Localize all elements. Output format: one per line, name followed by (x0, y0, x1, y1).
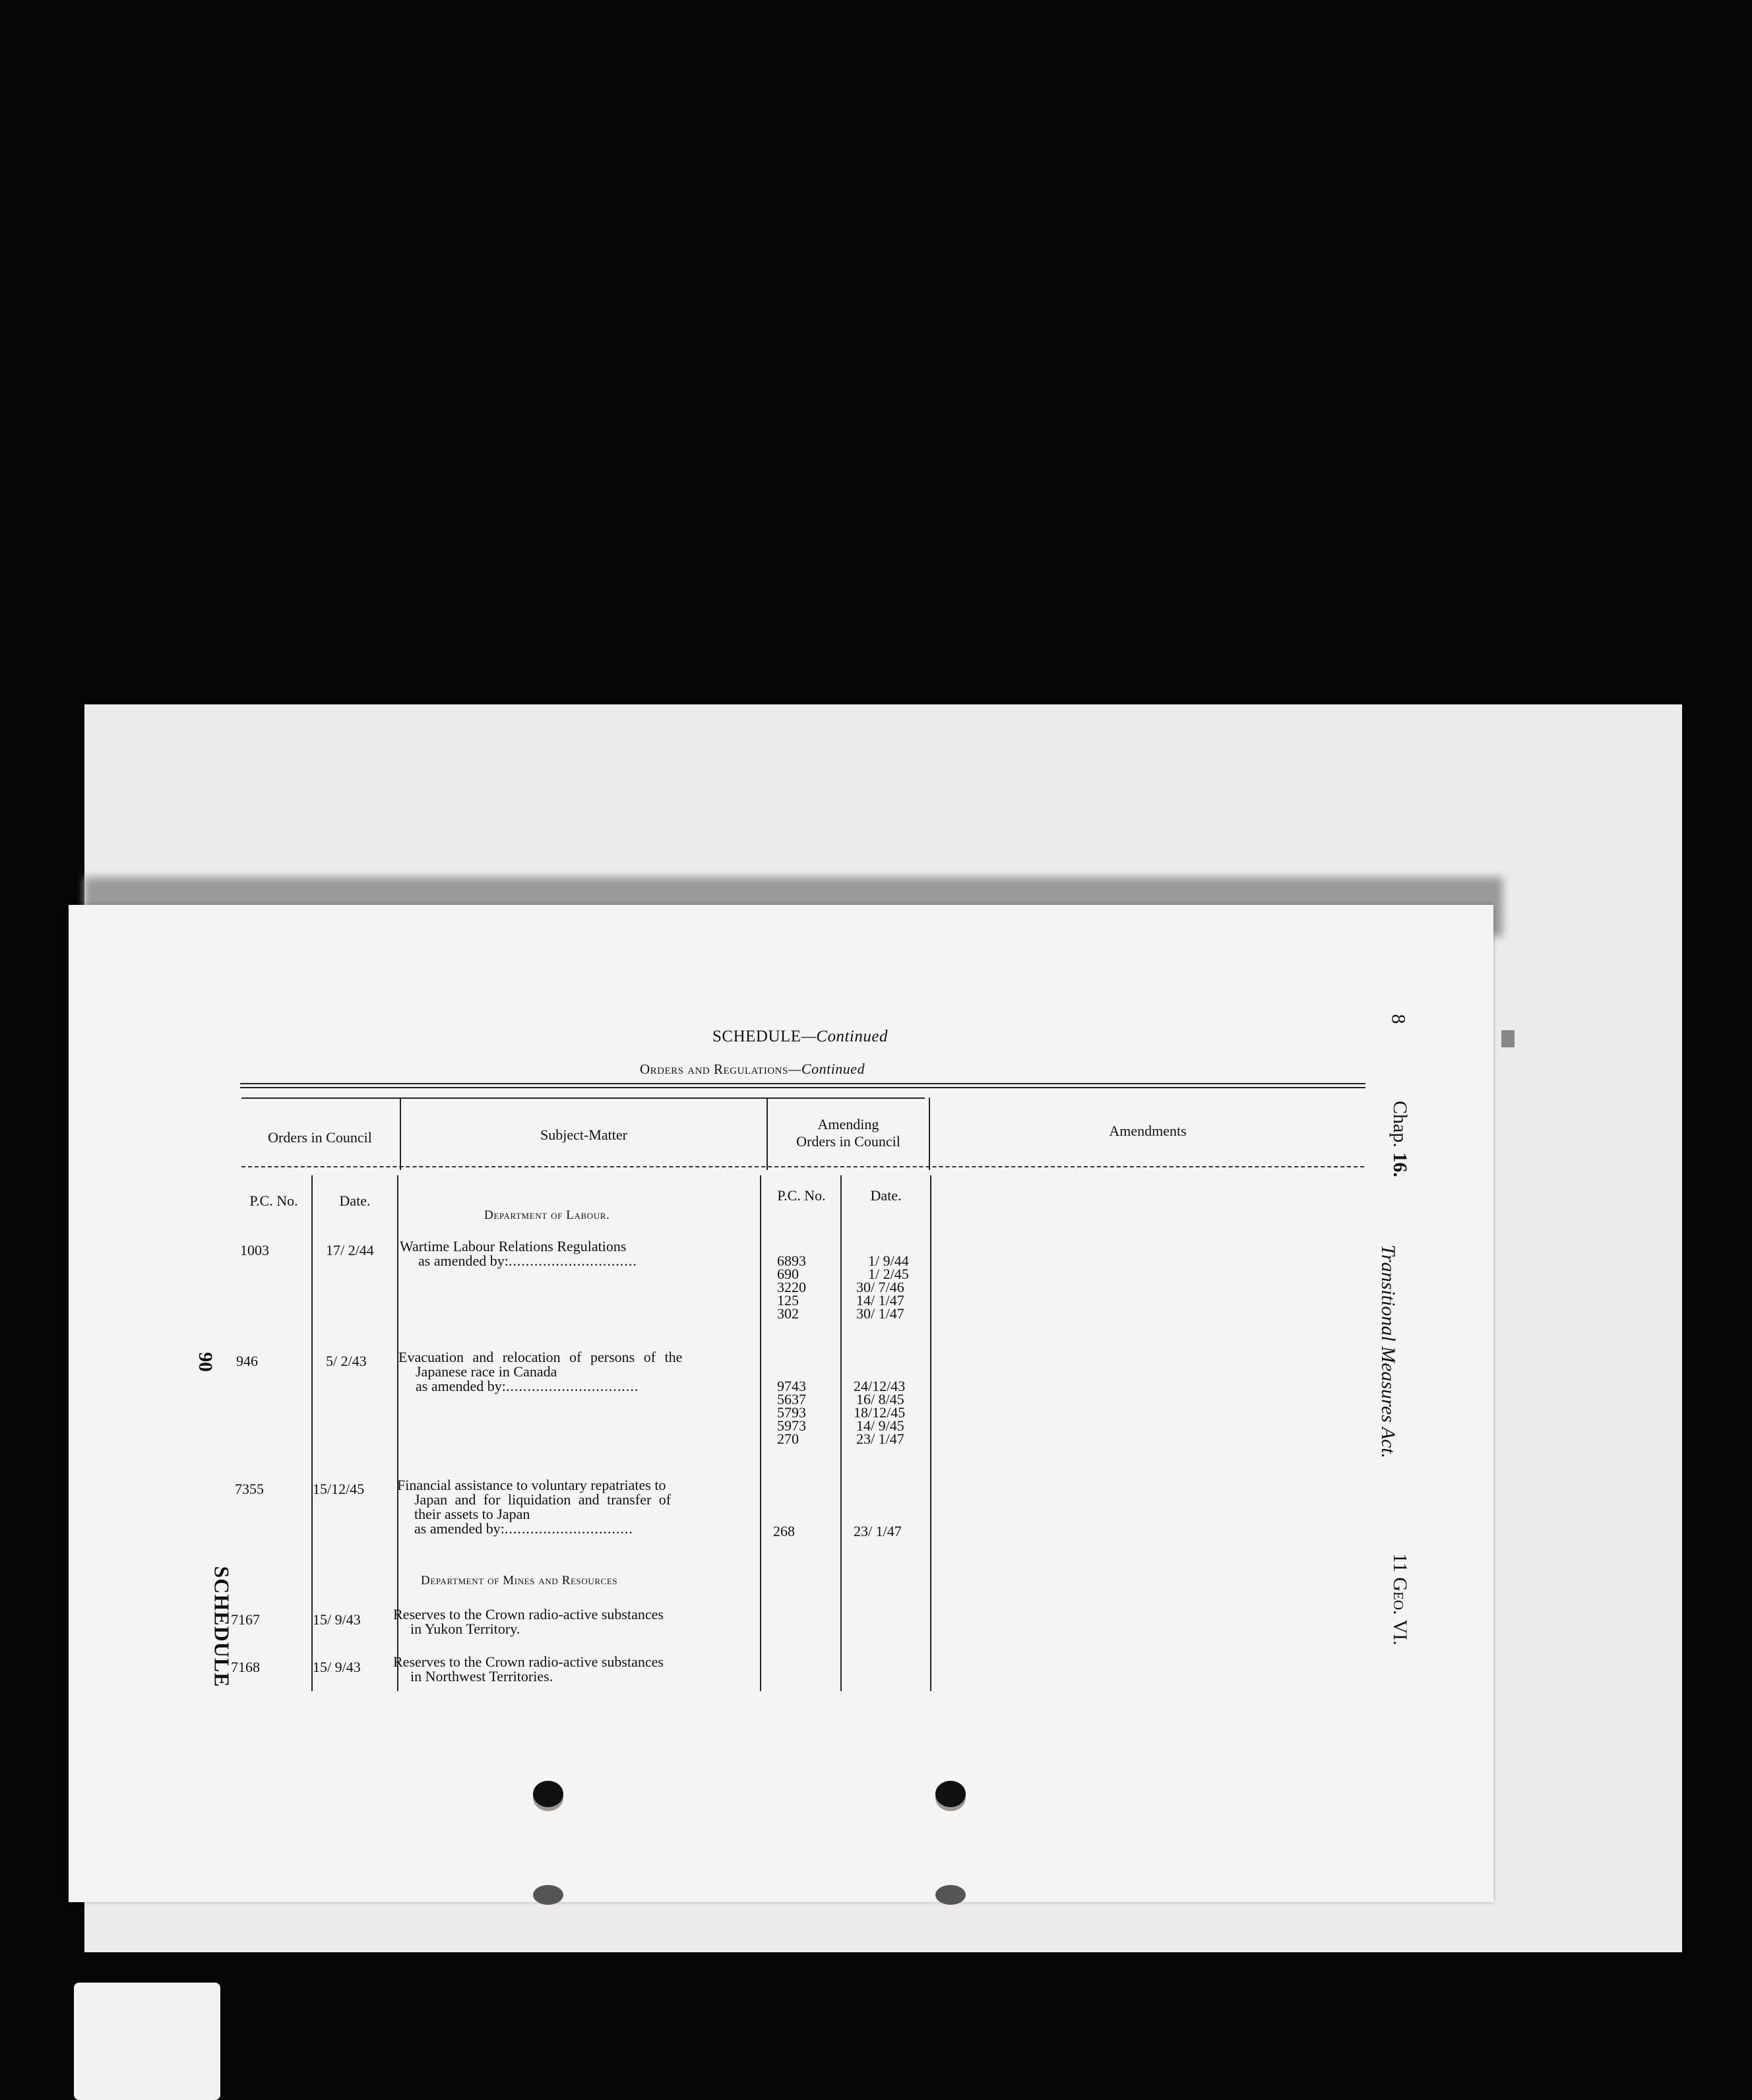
sheet-tab (1501, 1030, 1515, 1047)
header-bottom-rule (241, 1166, 1364, 1167)
row-date: 5/ 2/43 (326, 1353, 367, 1369)
header-subject-matter: Subject-Matter (540, 1127, 627, 1143)
table-top-rule-2 (240, 1087, 1365, 1088)
amend-pc-no: 6893 (777, 1252, 806, 1269)
schedule-title-main: SCHEDULE (712, 1028, 801, 1045)
punch-hole (533, 1885, 563, 1905)
table-top-rule (240, 1083, 1365, 1084)
department-heading: Department of Labour. (484, 1208, 610, 1222)
header-amending-line2: Orders in Council (796, 1133, 900, 1150)
amend-pc-no: 5793 (777, 1404, 806, 1421)
row-subject: Japanese race in Canada (416, 1363, 557, 1380)
row-subject: Reserves to the Crown radio-active substances (393, 1606, 664, 1622)
side-page-number: 90 (195, 1352, 216, 1372)
amend-pc-no: 302 (777, 1305, 799, 1322)
amend-pc-no: 268 (773, 1523, 795, 1539)
running-head-chap (1389, 1101, 1411, 1193)
header-date: Date. (339, 1192, 371, 1209)
amend-date: 1/ 9/44 (868, 1252, 909, 1269)
row-subject-amended (414, 1521, 633, 1537)
row-date: 15/ 9/43 (313, 1659, 361, 1675)
side-schedule-label: SCHEDULE (210, 1566, 234, 1688)
amend-date: 23/ 1/47 (854, 1523, 902, 1539)
header-amend-pc-no: P.C. No. (777, 1187, 826, 1204)
amend-date: 30/ 1/47 (856, 1305, 904, 1322)
header-amending-line1: Amending (817, 1116, 879, 1132)
amend-pc-no: 3220 (777, 1279, 806, 1295)
header-rule (241, 1097, 925, 1099)
amend-pc-no: 125 (777, 1292, 799, 1309)
amend-date: 14/ 9/45 (856, 1417, 904, 1434)
amend-date: 1/ 2/45 (868, 1266, 909, 1282)
row-subject: Japan and for liquidation and transfer of (414, 1491, 672, 1508)
as-amended-by: as amended by: (416, 1378, 506, 1394)
amend-pc-no: 270 (777, 1431, 799, 1447)
row-date: 15/ 9/43 (313, 1611, 361, 1628)
column-divider (929, 1097, 930, 1170)
row-date: 17/ 2/44 (326, 1242, 374, 1258)
as-amended-by: as amended by: (414, 1520, 505, 1537)
schedule-title (712, 1028, 888, 1046)
header-pc-no: P.C. No. (249, 1192, 298, 1209)
leader-dots: .............................. (508, 1252, 637, 1269)
row-subject: their assets to Japan (414, 1506, 530, 1522)
schedule-title-continued: —Continued (801, 1028, 888, 1045)
amend-date: 23/ 1/47 (856, 1431, 904, 1447)
row-date: 15/12/45 (313, 1481, 365, 1497)
row-pc-no: 7355 (235, 1481, 264, 1497)
row-subject: in Yukon Territory. (410, 1621, 520, 1637)
amend-pc-no: 9743 (777, 1378, 806, 1394)
amend-date: 16/ 8/45 (856, 1391, 904, 1407)
amend-date: 14/ 1/47 (856, 1292, 904, 1309)
row-pc-no: 7167 (231, 1611, 260, 1628)
subtitle-main: Orders and Regulations (640, 1061, 788, 1077)
schedule-subtitle (640, 1061, 865, 1078)
row-subject: in Northwest Territories. (410, 1668, 553, 1684)
header-orders-in-council: Orders in Council (268, 1129, 372, 1146)
amend-date: 24/12/43 (854, 1378, 906, 1394)
amend-pc-no: 5637 (777, 1391, 806, 1407)
leader-dots: ............................... (505, 1378, 639, 1394)
chap-label: Chap. (1389, 1101, 1411, 1148)
row-subject: Wartime Labour Relations Regulations (400, 1238, 627, 1254)
amend-date: 30/ 7/46 (856, 1279, 904, 1295)
running-head-act-title: Transitional Measures Act. (1377, 1245, 1399, 1459)
row-subject: Reserves to the Crown radio-active substances (393, 1653, 664, 1670)
row-subject-amended (418, 1253, 637, 1269)
punch-hole (935, 1781, 966, 1807)
row-pc-no: 946 (236, 1353, 258, 1369)
amend-pc-no: 690 (777, 1266, 799, 1282)
amend-pc-no: 5973 (777, 1417, 806, 1434)
row-subject: Financial assistance to voluntary repatriates to (397, 1477, 666, 1493)
as-amended-by: as amended by: (418, 1252, 509, 1269)
page-number: 8 (1387, 1014, 1410, 1024)
punch-hole (935, 1885, 966, 1905)
row-pc-no: 1003 (240, 1242, 269, 1258)
chap-number: 16. (1389, 1152, 1411, 1177)
row-pc-no: 7168 (231, 1659, 260, 1675)
column-divider (840, 1175, 842, 1691)
amend-date: 18/12/45 (854, 1404, 906, 1421)
column-divider (760, 1175, 761, 1691)
punch-hole (533, 1781, 563, 1807)
row-subject: Evacuation and relocation of persons of the (398, 1349, 683, 1365)
header-amendments: Amendments (1109, 1123, 1187, 1139)
paper-stub (74, 1983, 220, 2100)
row-subject-amended (416, 1378, 639, 1394)
column-divider (930, 1175, 931, 1691)
header-amending (768, 1116, 929, 1150)
header-amend-date: Date. (870, 1187, 902, 1204)
subtitle-continued: —Continued (788, 1061, 865, 1077)
leader-dots: .............................. (504, 1520, 633, 1537)
running-head-reign: 11 Geo. VI. (1389, 1553, 1411, 1646)
department-heading: Department of Mines and Resources (421, 1574, 618, 1588)
